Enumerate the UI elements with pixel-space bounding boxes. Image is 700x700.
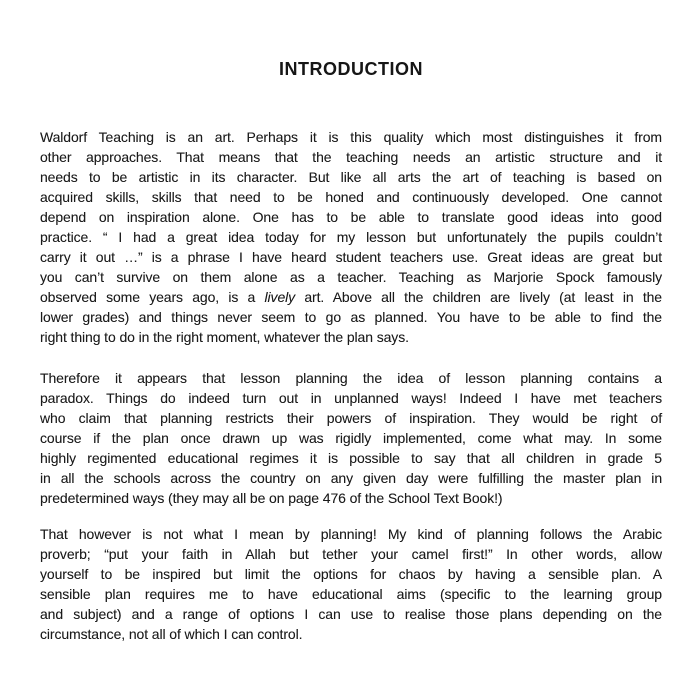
text-line: who claim that planning restricts their powers of inspiration. They would be right of xyxy=(40,410,662,426)
text-line: highly regimented educational regimes it is possible to say that all children in grade 5 xyxy=(40,450,662,466)
text-line: That however is not what I mean by planning! My kind of planning follows the Arabic xyxy=(40,526,662,542)
text-line: lower grades) and things never seem to go as planned. You have to be able to find the xyxy=(40,309,662,325)
text-block xyxy=(40,0,662,644)
text-line: predetermined ways (they may all be on page 476 of the School Text Book!) xyxy=(40,490,503,506)
text-line: needs to be artistic in its character. But like all arts the art of teaching is based on xyxy=(40,169,662,185)
text-line xyxy=(40,287,662,307)
text-line: course if the plan once drawn up was rigidly implemented, come what may. In some xyxy=(40,430,662,446)
text-segment: observed some years ago, is a xyxy=(40,289,265,305)
paragraph-1 xyxy=(40,127,662,347)
text-line: practice. “ I had a great idea today for my lesson but unfortunately the pupils couldn’t xyxy=(40,229,662,245)
text-segment: art. Above all the children are lively (at least in the xyxy=(295,289,662,305)
text-line: yourself to be inspired but limit the options for chaos by having a sensible plan. A xyxy=(40,566,662,582)
text-line: acquired skills, skills that need to be honed and continuously developed. One cannot xyxy=(40,189,662,205)
text-line: carry it out …” is a phrase I have heard student teachers use. Great ideas are great but xyxy=(40,249,662,265)
text-line: proverb; “put your faith in Allah but tether your camel first!” In other words, allow xyxy=(40,546,662,562)
text-line: in all the schools across the country on any given day were fulfilling the master plan in xyxy=(40,470,662,486)
page-title: INTRODUCTION xyxy=(279,59,423,79)
text-line: depend on inspiration alone. One has to be able to translate good ideas into good xyxy=(40,209,662,225)
text-line: circumstance, not all of which I can control. xyxy=(40,626,303,642)
text-line: you can’t survive on them alone as a teacher. Teaching as Marjorie Spock famously xyxy=(40,269,662,285)
text-line: paradox. Things do indeed turn out in unplanned ways! Indeed I have met teachers xyxy=(40,390,662,406)
text-line: Waldorf Teaching is an art. Perhaps it is this quality which most distinguishes it from xyxy=(40,129,662,145)
italic-text: lively xyxy=(264,289,296,305)
text-line: other approaches. That means that the teaching needs an artistic structure and it xyxy=(40,149,662,165)
text-line: Therefore it appears that lesson planning the idea of lesson planning contains a xyxy=(40,370,662,386)
paragraph-2 xyxy=(40,368,662,508)
text-line: right thing to do in the right moment, whatever the plan says. xyxy=(40,329,409,345)
text-line: and subject) and a range of options I can use to realise those plans depending on the xyxy=(40,606,662,622)
paragraph-3 xyxy=(40,524,662,644)
text-line: sensible plan requires me to have educational aims (specific to the learning group xyxy=(40,586,662,602)
